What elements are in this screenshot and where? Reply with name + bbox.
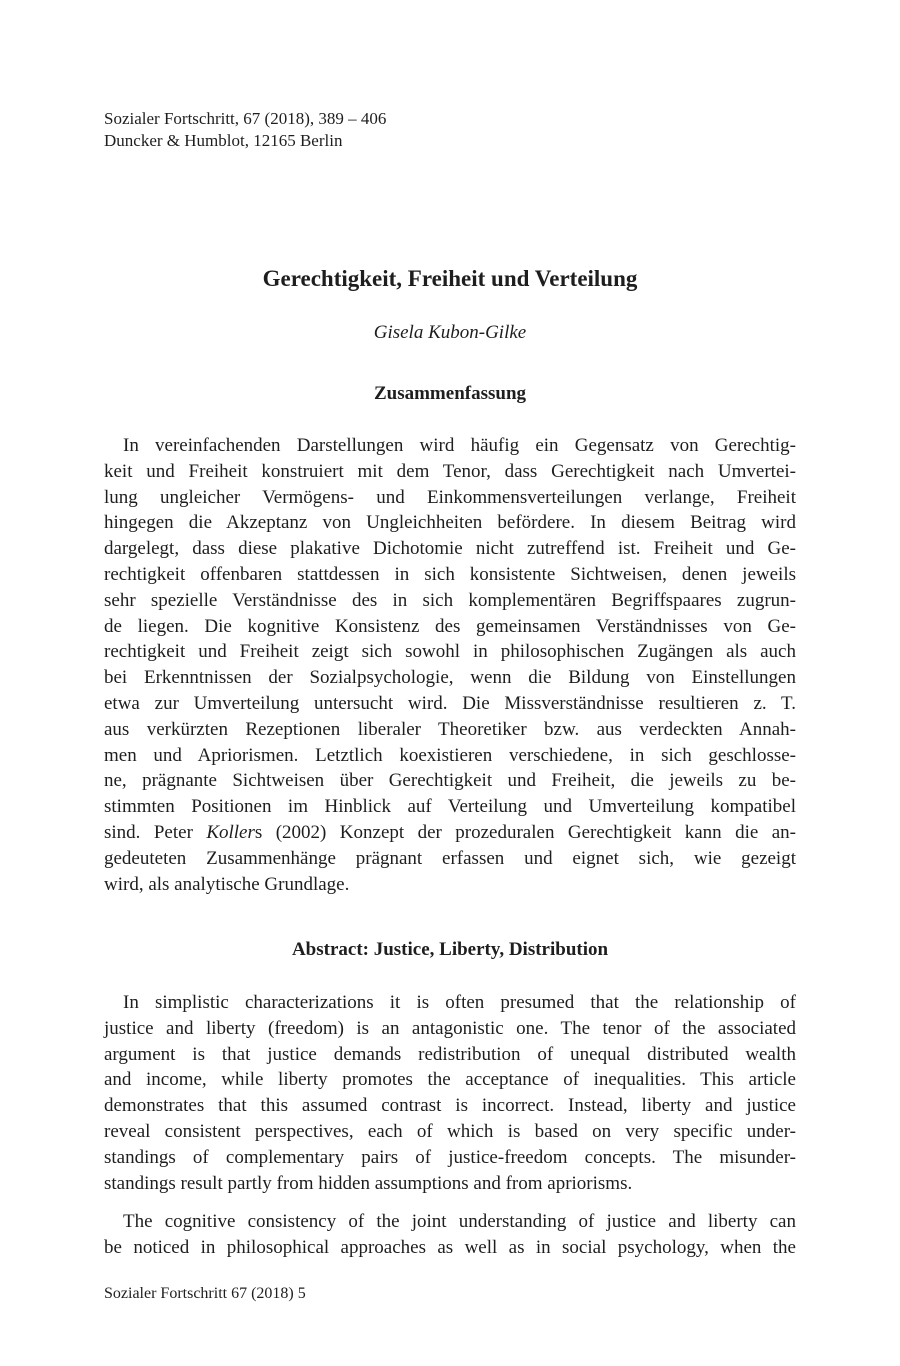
zusammenfassung-paragraph — [104, 433, 796, 897]
text-line: In simplistic characterizations it is often presumed that the relationship of — [123, 992, 796, 1013]
abstract-paragraph-1 — [104, 990, 796, 1196]
text-line-with-italic-name — [104, 820, 796, 846]
text-line: de liegen. Die kognitive Konsistenz des gemeinsamen Verständnisses von Ge- — [104, 615, 796, 637]
text-line: standings of complementary pairs of justice-freedom concepts. The misunder- — [104, 1146, 796, 1168]
text-line: aus verkürzten Rezeptionen liberaler Theoretiker bzw. aus verdeckten Annah- — [104, 718, 796, 740]
article-title: Gerechtigkeit, Freiheit und Verteilung — [262, 266, 638, 291]
text-line: etwa zur Umverteilung untersucht wird. Die Missverständnisse resultieren z. T. — [104, 692, 796, 714]
page-footer: Sozialer Fortschritt 67 (2018) 5 — [104, 1285, 306, 1302]
zusammenfassung-heading: Zusammenfassung — [373, 383, 527, 404]
text-line: and income, while liberty promotes the acceptance of inequalities. This article — [104, 1069, 796, 1091]
text-line: wird, als analytische Grundlage. — [104, 873, 350, 895]
text-line: reveal consistent perspectives, each of which is based on very specific under- — [104, 1120, 796, 1142]
text-line: rechtigkeit offenbaren stattdessen in sich konsistente Sichtweisen, denen jeweils — [104, 563, 796, 585]
text-line: justice and liberty (freedom) is an antagonistic one. The tenor of the associated — [104, 1017, 796, 1039]
citation-line: Sozialer Fortschritt, 67 (2018), 389 – 406 — [104, 109, 387, 128]
text-line: In vereinfachenden Darstellungen wird häufig ein Gegensatz von Gerechtig- — [123, 435, 796, 456]
text-line: gedeuteten Zusammenhänge prägnant erfassen und eignet sich, wie gezeigt — [104, 847, 796, 869]
text-segment: sind. Peter — [104, 821, 207, 843]
text-line: keit und Freiheit konstruiert mit dem Tenor, dass Gerechtigkeit nach Umvertei- — [104, 460, 796, 482]
text-line: The cognitive consistency of the joint understanding of justice and liberty can — [123, 1211, 796, 1232]
article-author: Gisela Kubon-Gilke — [373, 322, 527, 343]
journal-citation-header — [104, 108, 386, 152]
italic-author-name: Koller — [206, 821, 255, 843]
text-line: stimmten Positionen im Hinblick auf Verteilung und Umverteilung kompatibel — [104, 796, 796, 818]
text-line: ne, prägnante Sichtweisen über Gerechtigkeit und Freiheit, die jeweils zu be- — [104, 770, 796, 792]
text-segment: s (2002) Konzept der prozeduralen Gerechtigkeit kann die an- — [254, 821, 796, 843]
text-line: bei Erkenntnissen der Sozialpsychologie, wenn die Bildung von Einstellungen — [104, 667, 796, 689]
text-line: rechtigkeit und Freiheit zeigt sich sowohl in philosophischen Zugängen als auch — [104, 641, 796, 663]
text-line: be noticed in philosophical approaches as well as in social psychology, when the — [104, 1236, 796, 1258]
text-line: standings result partly from hidden assumptions and from apriorisms. — [104, 1172, 633, 1194]
text-line: men und Apriorismen. Letztlich koexistieren verschiedene, in sich geschlosse- — [104, 744, 796, 766]
text-line: lung ungleicher Vermögens- und Einkommensverteilungen verlange, Freiheit — [104, 486, 796, 508]
text-line: hingegen die Akzeptanz von Ungleichheiten befördere. In diesem Beitrag wird — [104, 512, 796, 534]
abstract-heading: Abstract: Justice, Liberty, Distribution — [291, 939, 609, 960]
text-line: demonstrates that this assumed contrast is incorrect. Instead, liberty and justice — [104, 1095, 796, 1117]
text-line: sehr spezielle Verständnisse des in sich komplementären Begriffspaares zugrun- — [104, 589, 796, 611]
abstract-paragraph-2 — [104, 1209, 796, 1261]
publisher-line: Duncker & Humblot, 12165 Berlin — [104, 131, 343, 150]
text-line: argument is that justice demands redistribution of unequal distributed wealth — [104, 1043, 796, 1065]
text-line: dargelegt, dass diese plakative Dichotomie nicht zutreffend ist. Freiheit und Ge- — [104, 538, 796, 560]
